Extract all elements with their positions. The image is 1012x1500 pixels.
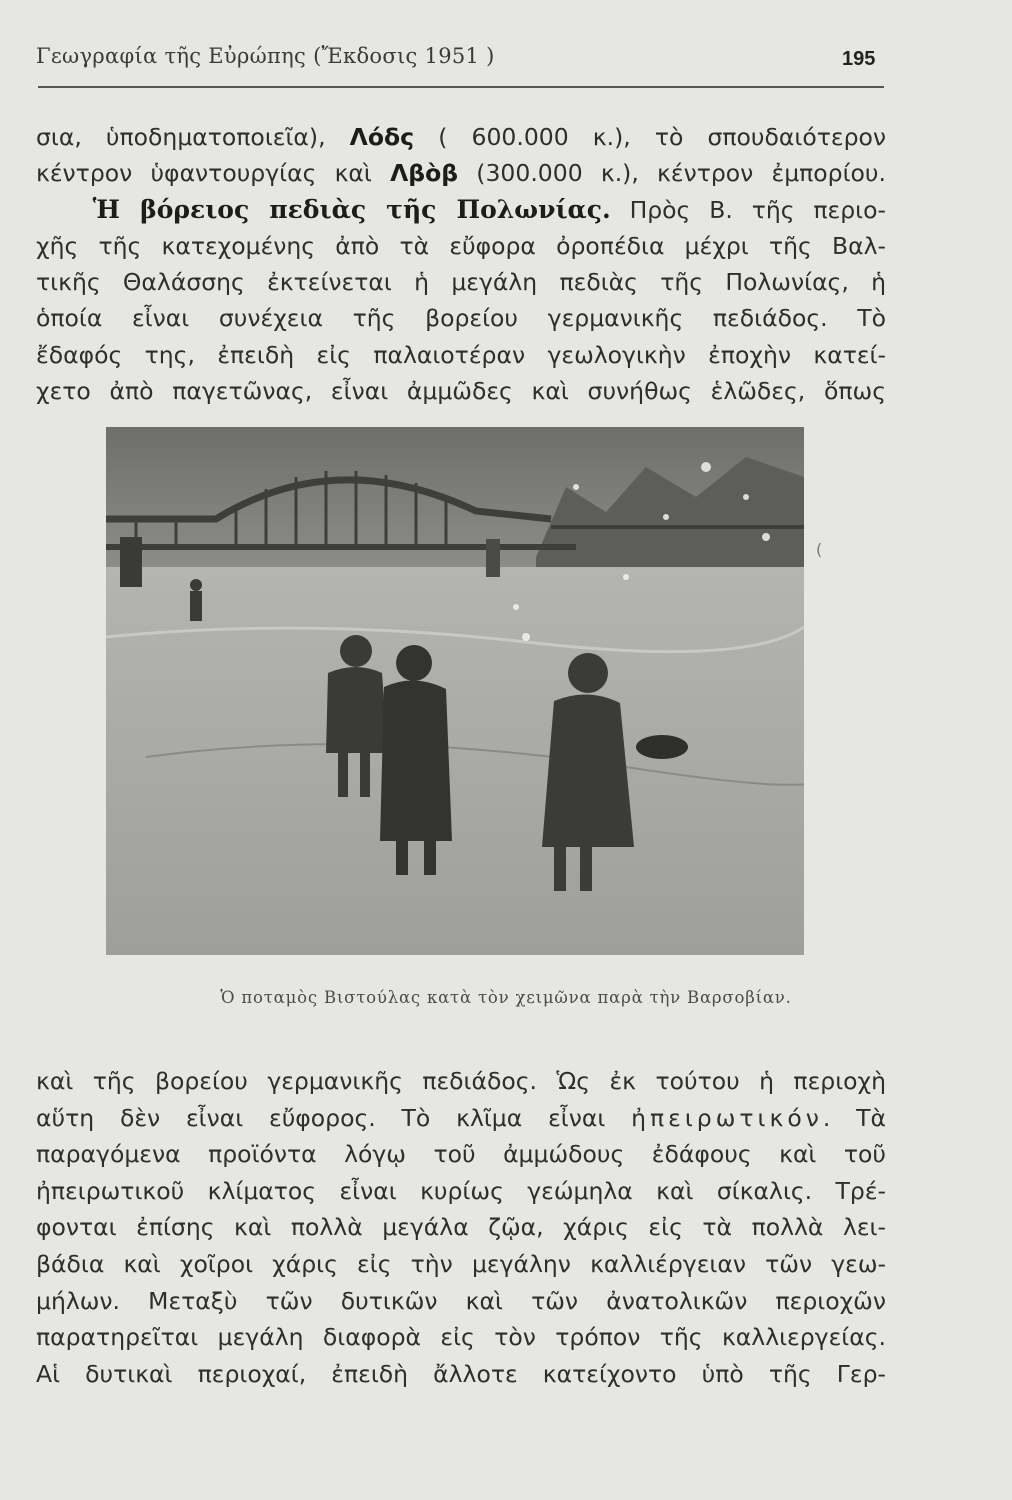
text-line: παρατηρεῖται μεγάλη διαφορὰ εἰς τὸν τρόπον τῆς καλλιεργείας.: [36, 1323, 886, 1352]
text-line: βάδια καὶ χοῖροι χάρις εἰς τὴν μεγάλην καλλιέργειαν τῶν γεω-: [36, 1249, 886, 1278]
river-ice: [106, 567, 804, 955]
text-line: καὶ τῆς βορείου γερμανικῆς πεδιάδος. Ὡς ἐκ τούτου ἡ περιοχὴ: [36, 1067, 886, 1095]
page-number: 195: [842, 48, 876, 70]
text-line: Ἡ βόρειος πεδιὰς τῆς Πολωνίας. Πρὸς Β. τῆς περιο-: [92, 194, 886, 224]
figure-caption: Ὁ ποταμὸς Βιστούλας κατὰ τὸν χειμῶνα παρὰ τὴν Βαρσοβίαν.: [220, 988, 792, 1007]
text-line: ὁποία εἶναι συνέχεια τῆς βορείου γερμανικῆς πεδιάδος. Τὸ: [36, 304, 886, 333]
text-line: χετο ἀπὸ παγετῶνας, εἶναι ἀμμῶδες καὶ συνήθως ἑλῶδες, ὅπως: [36, 377, 886, 406]
spaced-emphasis: ἠπειρωτικόν: [631, 1103, 823, 1132]
city-name-lvov: Λβὸβ: [390, 159, 459, 188]
section-heading: Ἡ βόρειος πεδιὰς τῆς Πολωνίας.: [92, 194, 611, 224]
bridge-pier: [486, 539, 500, 577]
bridge-pier: [120, 537, 142, 587]
margin-mark: (: [816, 540, 823, 559]
text-line: τικῆς Θαλάσσης ἐκτείνεται ἡ μεγάλη πεδιὰς τῆς Πολωνίας, ἡ: [36, 268, 886, 297]
top-paragraph: [36, 119, 886, 409]
bottom-paragraph: [36, 1063, 886, 1392]
city-name-lodz: Λόδς: [349, 123, 415, 151]
text-line: Αἱ δυτικαὶ περιοχαί, ἐπειδὴ ἄλλοτε κατείχοντο ὑπὸ τῆς Γερ-: [36, 1359, 886, 1388]
text-line: αὕτη δὲν εἶναι εὔφορος. Τὸ κλῖμα εἶναι ἠπειρωτικόν. Τὰ: [36, 1103, 886, 1132]
vistula-winter-photo: [106, 427, 804, 955]
text-line: παραγόμενα προϊόντα λόγῳ τοῦ ἀμμώδους ἐδάφους καὶ τοῦ: [36, 1140, 886, 1169]
text-line: κέντρον ὑφαντουργίας καὶ Λβὸβ (300.000 κ.), κέντρον ἐμπορίου.: [36, 159, 886, 188]
text-line: φονται ἐπίσης καὶ πολλὰ μεγάλα ζῷα, χάρις εἰς τὰ πολλὰ λει-: [36, 1213, 886, 1242]
text-line: ἔδαφός της, ἐπειδὴ εἰς παλαιοτέραν γεωλογικὴν ἐποχὴν κατεί-: [36, 340, 886, 369]
running-header-title: Γεωγραφία τῆς Εὐρώπης (Ἔκδοσις 1951 ): [36, 44, 495, 68]
text-line: σια, ὑποδηματοποιεῖα), Λόδς ( 600.000 κ.), τὸ σπουδαιότερον: [36, 123, 886, 151]
text-line: μήλων. Μεταξὺ τῶν δυτικῶν καὶ τῶν ἀνατολικῶν περιοχῶν: [36, 1286, 886, 1315]
text-line: χῆς τῆς κατεχομένης ἀπὸ τὰ εὔφορα ὀροπέδια μέχρι τῆς Βαλ-: [36, 231, 886, 260]
header-rule: [38, 86, 884, 88]
text-line: ἠπειρωτικοῦ κλίματος εἶναι κυρίως γεώμηλα καὶ σίκαλις. Τρέ-: [36, 1176, 886, 1205]
distant-skater: [190, 579, 202, 621]
